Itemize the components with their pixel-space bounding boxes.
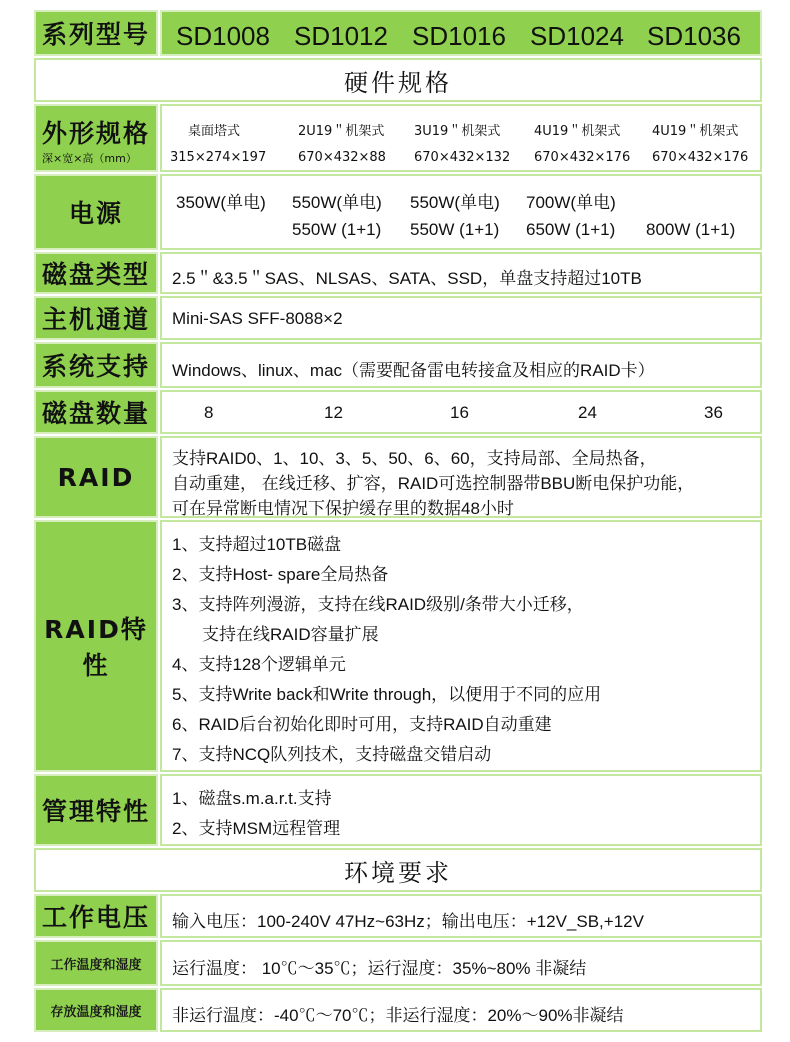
raid-feature-item: 6、RAID后台初始化即时可用，支持RAID自动重建 [172,715,552,734]
power-redundant: 800W (1+1) [646,220,736,239]
disk-count: 12 [324,403,343,422]
power-redundant: 550W (1+1) [292,220,382,239]
form-factor-sublabel: 深×宽×高（mm） [42,152,137,165]
form-factor-dims: 670×432×176 [652,150,749,165]
host-channel-value-cell [160,296,762,340]
power-values [160,174,762,250]
mgmt-feature-item: 1、磁盘s.m.a.r.t.支持 [172,789,332,808]
voltage-label: 工作电压 [34,894,158,938]
power-single: 350W(单电) [176,193,266,212]
voltage-value-cell [160,894,762,938]
raid-line: 可在异常断电情况下保护缓存里的数据48小时 [172,499,514,518]
power-label: 电源 [34,174,158,250]
storage-temp-value: 非运行温度：-40℃～70℃；非运行湿度：20%～90%非凝结 [172,1006,624,1025]
disk-count: 16 [450,403,469,422]
os-support-value-cell [160,342,762,388]
model-name: SD1008 [176,21,270,51]
form-factor-type: 桌面塔式 [188,124,241,139]
raid-label: RAID [34,436,158,518]
form-factor-label: 外形规格 [42,119,151,148]
power-redundant: 650W (1+1) [526,220,616,239]
os-support-label: 系统支持 [34,342,158,388]
op-temp-label: 工作温度和湿度 [34,940,158,986]
model-name: SD1036 [647,21,741,51]
op-temp-value-cell [160,940,762,986]
series-model-label: 系列型号 [34,10,158,56]
power-redundant: 550W (1+1) [410,220,500,239]
power-single: 550W(单电) [410,193,500,212]
disk-count-values [160,390,762,434]
storage-temp-value-cell [160,988,762,1032]
disk-type-value-cell [160,252,762,294]
form-factor-dims: 315×274×197 [170,150,267,165]
section-title-environment: 环境要求 [34,848,762,892]
form-factor-values [160,104,762,172]
form-factor-type: 3U19＂机架式 [414,124,501,139]
raid-features-list [160,520,762,772]
disk-type-label: 磁盘类型 [34,252,158,294]
form-factor-label-cell [34,104,158,172]
model-header-bar [160,10,762,56]
form-factor-type: 2U19＂机架式 [298,124,385,139]
raid-description [160,436,762,518]
power-single: 700W(单电) [526,193,616,212]
model-name: SD1016 [412,21,506,51]
storage-temp-label: 存放温度和湿度 [34,988,158,1032]
raid-features-label: RAID特性 [34,520,158,772]
voltage-value: 输入电压：100-240V 47Hz~63Hz；输出电压：+12V_SB,+12V [172,912,644,931]
raid-feature-item: 5、支持Write back和Write through，以便用于不同的应用 [172,685,602,704]
mgmt-features-label: 管理特性 [34,774,158,846]
disk-count: 24 [578,403,597,422]
disk-type-value: 2.5＂&3.5＂SAS、NLSAS、SATA、SSD，单盘支持超过10TB [172,269,642,288]
raid-feature-item: 2、支持Host- spare全局热备 [172,565,389,584]
form-factor-type: 4U19＂机架式 [534,124,621,139]
raid-line: 自动重建， 在线迁移、扩容，RAID可选控制器带BBU断电保护功能， [172,474,695,493]
model-name: SD1012 [294,21,388,51]
mgmt-features-list [160,774,762,846]
model-name: SD1024 [530,21,624,51]
form-factor-dims: 670×432×88 [298,150,386,165]
host-channel-label: 主机通道 [34,296,158,340]
os-support-value: Windows、linux、mac（需要配备雷电转接盒及相应的RAID卡） [172,361,655,380]
raid-feature-item: 支持在线RAID容量扩展 [202,625,379,644]
form-factor-dims: 670×432×132 [414,150,511,165]
form-factor-dims: 670×432×176 [534,150,631,165]
section-title-hardware: 硬件规格 [34,58,762,102]
raid-feature-item: 7、支持NCQ队列技术，支持磁盘交错启动 [172,745,492,764]
disk-count-label: 磁盘数量 [34,390,158,434]
form-factor-type: 4U19＂机架式 [652,124,739,139]
raid-line: 支持RAID0、1、10、3、5、50、6、60，支持局部、全局热备， [172,449,657,468]
power-single: 550W(单电) [292,193,382,212]
raid-feature-item: 4、支持128个逻辑单元 [172,655,346,674]
mgmt-feature-item: 2、支持MSM远程管理 [172,819,341,838]
disk-count: 8 [204,403,214,422]
raid-feature-item: 1、支持超过10TB磁盘 [172,535,342,554]
disk-count: 36 [704,403,723,422]
host-channel-value: Mini-SAS SFF-8088×2 [172,309,343,328]
op-temp-value: 运行温度： 10℃～35℃；运行湿度：35%~80% 非凝结 [172,959,587,978]
raid-feature-item: 3、支持阵列漫游，支持在线RAID级别/条带大小迁移， [172,595,584,614]
